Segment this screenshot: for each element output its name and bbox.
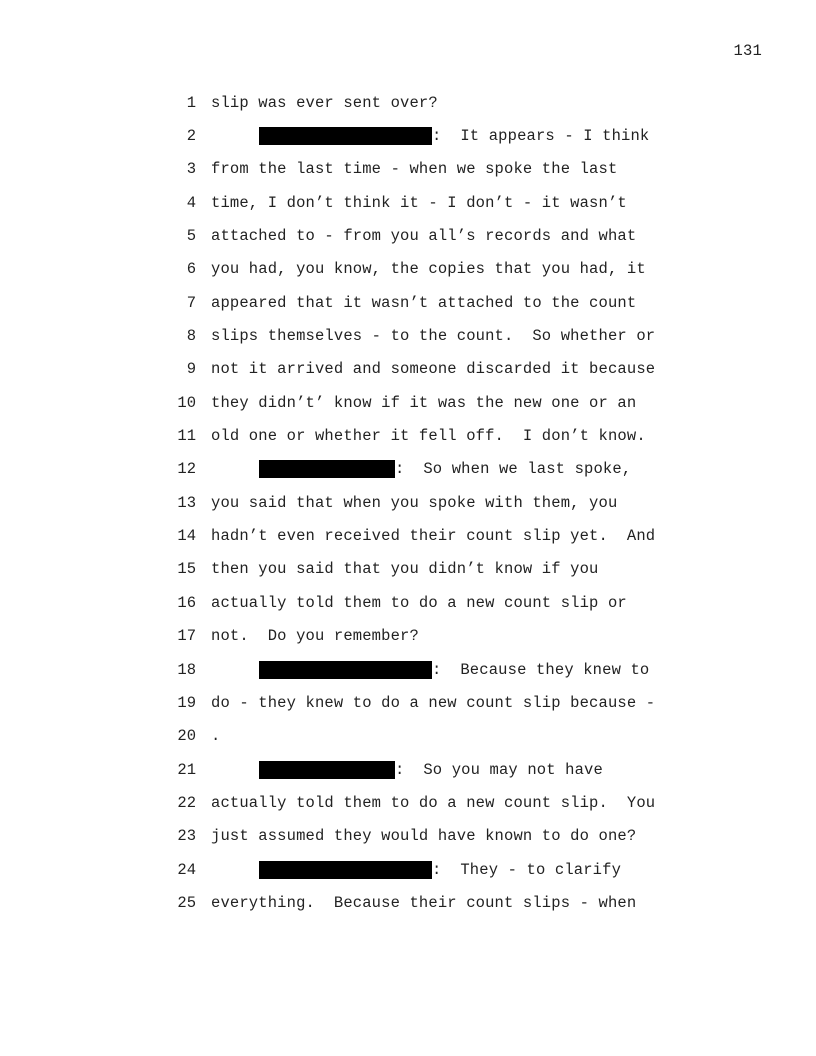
line-text: . [211,727,221,746]
transcript-line [0,553,816,586]
line-text: : So when we last spoke, [395,460,632,479]
line-number: 20 [177,727,196,746]
line-text: actually told them to do a new count slip. You [211,793,656,812]
transcript-line [0,786,816,819]
transcript-line [0,86,816,119]
line-text: slips themselves - to the count. So whether or [211,327,656,346]
line-number: 14 [177,527,196,546]
transcript-line [0,253,816,286]
line-text: then you said that you didn’t know if you [211,560,599,579]
line-number: 19 [177,693,196,712]
line-number: 18 [177,660,196,679]
line-text: : It appears - I think [432,127,650,146]
redacted-speaker-name [259,460,395,478]
line-number: 13 [177,493,196,512]
transcript-line [0,653,816,686]
line-text: hadn’t even received their count slip yet. And [211,527,656,546]
line-text: everything. Because their count slips - when [211,893,637,912]
transcript-line [0,419,816,452]
line-number: 7 [186,293,196,312]
line-text: actually told them to do a new count slip or [211,593,627,612]
speaker-label [259,460,631,478]
transcript-line [0,186,816,219]
line-number: 17 [177,627,196,646]
line-number: 16 [177,593,196,612]
line-text: not. Do you remember? [211,627,419,646]
transcript-line [0,319,816,352]
line-text: slip was ever sent over? [211,93,438,112]
line-number: 2 [186,127,196,146]
line-number: 8 [186,327,196,346]
transcript-line [0,286,816,319]
line-text: : So you may not have [395,760,603,779]
speaker-label [259,761,603,779]
transcript-line [0,853,816,886]
line-number: 24 [177,860,196,879]
line-number: 22 [177,793,196,812]
line-number: 15 [177,560,196,579]
transcript-line [0,386,816,419]
line-text: they didn’t’ know if it was the new one or an [211,393,637,412]
line-text: from the last time - when we spoke the last [211,160,618,179]
transcript-line [0,519,816,552]
line-number: 6 [186,260,196,279]
line-text: just assumed they would have known to do one? [211,827,637,846]
line-number: 25 [177,893,196,912]
speaker-label [259,661,649,679]
line-number: 11 [177,427,196,446]
line-number: 1 [186,93,196,112]
line-number: 23 [177,827,196,846]
transcript-body [0,86,816,920]
transcript-line [0,753,816,786]
line-number: 12 [177,460,196,479]
line-text: attached to - from you all’s records and what [211,227,637,246]
transcript-line [0,219,816,252]
transcript-line [0,153,816,186]
line-number: 10 [177,393,196,412]
line-number: 9 [186,360,196,379]
line-number: 4 [186,193,196,212]
line-text: : They - to clarify [432,860,622,879]
speaker-label [259,127,649,145]
line-text: do - they knew to do a new count slip because - [211,693,656,712]
transcript-line [0,820,816,853]
line-number: 21 [177,760,196,779]
line-number: 5 [186,227,196,246]
line-number: 3 [186,160,196,179]
redacted-speaker-name [259,661,432,679]
line-text: you said that when you spoke with them, you [211,493,618,512]
line-text: time, I don’t think it - I don’t - it wasn’t [211,193,627,212]
page-number: 131 [733,42,762,60]
transcript-line [0,586,816,619]
redacted-speaker-name [259,861,432,879]
transcript-line [0,686,816,719]
transcript-line [0,119,816,152]
line-text: old one or whether it fell off. I don’t know. [211,427,646,446]
line-text: not it arrived and someone discarded it because [211,360,656,379]
transcript-line [0,353,816,386]
transcript-line [0,486,816,519]
redacted-speaker-name [259,127,432,145]
transcript-line [0,720,816,753]
line-text: you had, you know, the copies that you had, it [211,260,646,279]
redacted-speaker-name [259,761,395,779]
speaker-label [259,861,621,879]
transcript-line [0,453,816,486]
line-text: : Because they knew to [432,660,650,679]
transcript-line [0,886,816,919]
transcript-line [0,620,816,653]
line-text: appeared that it wasn’t attached to the count [211,293,637,312]
